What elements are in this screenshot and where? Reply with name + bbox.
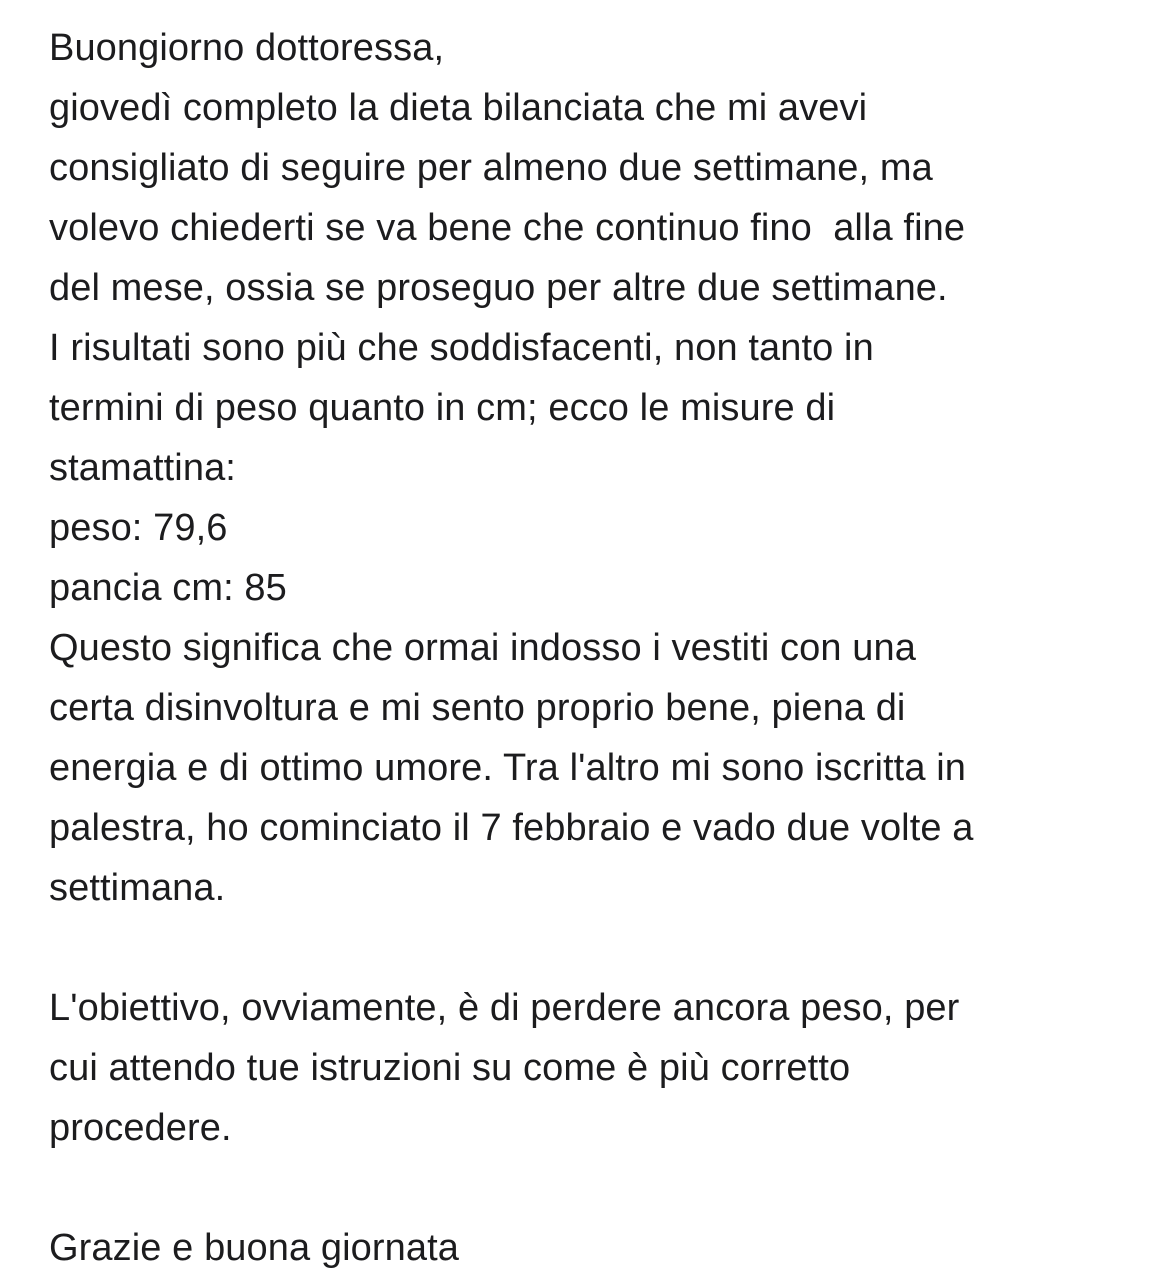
message-line: stamattina: [49,447,236,489]
message-line: L'obiettivo, ovviamente, è di perdere ancora peso, per [49,987,960,1029]
blank-line [49,918,1159,978]
weight-line: peso: 79,6 [49,507,228,549]
message-line: cui attendo tue istruzioni su come è più corretto [49,1047,851,1089]
message-line: procedere. [49,1107,232,1149]
message-line: giovedì completo la dieta bilanciata che mi avevi [49,87,868,129]
message-line: volevo chiederti se va bene che continuo fino alla fine [49,207,966,249]
belly-line: pancia cm: 85 [49,567,287,609]
message-line: consigliato di seguire per almeno due settimane, ma [49,147,933,189]
message-line: termini di peso quanto in cm; ecco le misure di [49,387,836,429]
message-line: del mese, ossia se proseguo per altre due settimane. [49,267,948,309]
message-line: palestra, ho cominciato il 7 febbraio e vado due volte a [49,807,974,849]
message-line: I risultati sono più che soddisfacenti, non tanto in [49,327,874,369]
message-line: Questo significa che ormai indosso i vestiti con una [49,627,916,669]
message-line: settimana. [49,867,226,909]
message-body [49,18,1159,1278]
message-line: energia e di ottimo umore. Tra l'altro mi sono iscritta in [49,747,966,789]
blank-line [49,1158,1159,1218]
message-line: certa disinvoltura e mi sento proprio bene, piena di [49,687,906,729]
greeting-line: Buongiorno dottoressa, [49,27,445,69]
closing-line: Grazie e buona giornata [49,1227,460,1269]
